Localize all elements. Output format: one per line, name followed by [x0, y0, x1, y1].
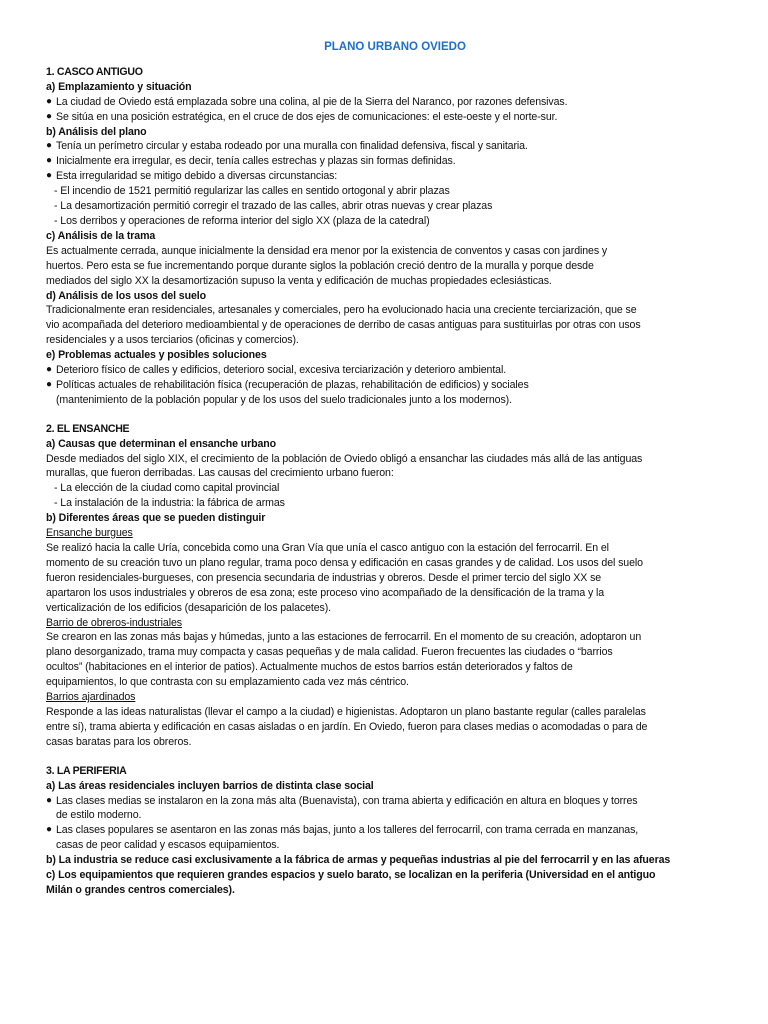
bullet-item: ● Deterioro físico de calles y edificios, deterioro social, excesiva terciarización y deterioro ambiental.: [46, 364, 507, 377]
subheading-emplazamiento: a) Emplazamiento y situación: [46, 80, 192, 93]
bullet-icon: ●: [46, 110, 52, 122]
dash-item: - Los derribos y operaciones de reforma interior del siglo XX (plaza de la catedral): [54, 214, 430, 227]
bullet-continuation: (mantenimiento de la población popular y de los usos del suelo tradicionales junto a los modernos).: [56, 393, 512, 406]
bullet-icon: ●: [46, 364, 52, 376]
subheading-problemas: e) Problemas actuales y posibles soluciones: [46, 349, 267, 362]
underlined-heading-barrios-ajardinados: Barrios ajardinados: [46, 691, 136, 704]
bullet-continuation: de estilo moderno.: [56, 809, 142, 822]
bullet-icon: ●: [46, 824, 52, 836]
bullet-item: ● Se sitúa en una posición estratégica, en el cruce de dos ejes de comunicaciones: el este-oeste y el norte-sur.: [46, 110, 558, 123]
dash-item: - La desamortización permitió corregir el trazado de las calles, abrir otras nuevas y crear plazas: [54, 200, 493, 213]
bullet-item: ● Políticas actuales de rehabilitación física (recuperación de plazas, rehabilitación de edificios) y sociales: [46, 378, 529, 391]
paragraph-line: apartaron los usos industriales y obreros de esa zona; este proceso vino acompañado de la densificación de la trama y la: [46, 586, 605, 599]
document-title: PLANO URBANO OVIEDO: [324, 41, 466, 53]
bullet-icon: ●: [46, 140, 52, 152]
paragraph-line: Tradicionalmente eran residenciales, artesanales y comerciales, pero ha evolucionado hacia una creciente terciarización, que se: [46, 304, 637, 317]
paragraph-line: mediados del siglo XX la desamortización supuso la venta y edificación de muchas propiedades eclesiásticas.: [46, 274, 552, 287]
bullet-icon: ●: [46, 95, 52, 107]
subheading-analisis-trama: c) Análisis de la trama: [46, 229, 156, 242]
dash-item: - El incendio de 1521 permitió regularizar las calles en sentido ortogonal y abrir plazas: [54, 185, 450, 198]
subheading-causas: a) Causas que determinan el ensanche urbano: [46, 437, 277, 450]
paragraph-line: ocultos” (habitaciones en el interior de patios). Actualmente muchos de estos barrios están deteriorados y faltos de: [46, 661, 573, 674]
paragraph-line: plano desorganizado, trama muy compacta y casas pequeñas y de mala calidad. Fueron frecuentes las ciudades o “barrios: [46, 646, 613, 659]
paragraph-line: Desde mediados del siglo XIX, el crecimiento de la población de Oviedo obligó a ensanchar las ciudades más allá de las antiguas: [46, 452, 643, 465]
paragraph-line: residenciales y a usos terciarios (oficinas y comercios).: [46, 334, 299, 347]
subheading-equipamientos: c) Los equipamientos que requieren grandes espacios y suelo barato, se localizan en la periferia (Universidad en el antiguo: [46, 869, 656, 882]
paragraph-line: Se crearon en las zonas más bajas y húmedas, junto a las estaciones de ferrocarril. En el momento de su creación, adoptaron un: [46, 631, 642, 644]
bullet-icon: ●: [46, 378, 52, 390]
section-title-ensanche: 2. EL ENSANCHE: [46, 422, 130, 435]
subheading-areas-residenciales: a) Las áreas residenciales incluyen barrios de distinta clase social: [46, 779, 374, 792]
underlined-heading-ensanche-burgues: Ensanche burgues: [46, 527, 133, 540]
paragraph-line: Responde a las ideas naturalistas (llevar el campo a la ciudad) e higienistas. Adoptaron un plano bastante regular (calles paralelas: [46, 705, 646, 718]
bullet-item: ● Las clases medias se instalaron en la zona más alta (Buenavista), con trama abierta y edificación en altura en bloques y torres: [46, 794, 638, 807]
section-title-periferia: 3. LA PERIFERIA: [46, 764, 127, 777]
dash-item: - La elección de la ciudad como capital provincial: [54, 482, 280, 495]
paragraph-line: Se realizó hacia la calle Uría, concebida como una Gran Vía que unía el casco antiguo con la estación del ferrocarril. En el: [46, 542, 609, 554]
bullet-item: ● Esta irregularidad se mitigo debido a diversas circunstancias:: [46, 170, 338, 183]
paragraph-line: equipamientos, lo que contrasta con su emplazamiento cada vez más céntrico.: [46, 676, 409, 689]
bullet-item: ● Inicialmente era irregular, es decir, tenía calles estrechas y plazas sin formas definidas.: [46, 155, 456, 168]
bullet-icon: ●: [46, 794, 52, 806]
bullet-item: ● Las clases populares se asentaron en las zonas más bajas, junto a los talleres del ferrocarril, con trama cerrada en manzanas,: [46, 824, 639, 837]
subheading-analisis-plano: b) Análisis del plano: [46, 125, 147, 138]
section-title-casco-antiguo: 1. CASCO ANTIGUO: [46, 65, 143, 78]
paragraph-line: murallas, que fueron derribadas. Las causas del crecimiento urbano fueron:: [46, 467, 394, 480]
bullet-item: ● Tenía un perímetro circular y estaba rodeado por una muralla con finalidad defensiva, fiscal y sanitaria.: [46, 140, 528, 153]
bullet-icon: ●: [46, 155, 52, 167]
dash-item: - La instalación de la industria: la fábrica de armas: [54, 497, 285, 510]
subheading-usos-suelo: d) Análisis de los usos del suelo: [46, 289, 206, 302]
subheading-equipamientos-cont: Milán o grandes centros comerciales).: [46, 883, 235, 896]
paragraph-line: entre sí), trama abierta y edificación en casas aisladas o en jardín. En Oviedo, fueron para clases medias o acomodadas o para de: [46, 720, 648, 733]
bullet-icon: ●: [46, 170, 52, 182]
paragraph-line: verticalización de los edificios (desaparición de los palacetes).: [46, 601, 331, 614]
paragraph-line: casas baratas para los obreros.: [46, 735, 192, 748]
paragraph-line: fueron residenciales-burgueses, con presencia secundaria de industrias y obreros. Desde el primer tercio del siglo XX se: [46, 571, 602, 584]
subheading-industria: b) La industria se reduce casi exclusivamente a la fábrica de armas y pequeñas industrias al pie del ferrocarril y en las afueras: [46, 854, 671, 867]
underlined-heading-barrio-obreros: Barrio de obreros-industriales: [46, 616, 182, 629]
bullet-item: ● La ciudad de Oviedo está emplazada sobre una colina, al pie de la Sierra del Naranco, por razones defensivas.: [46, 95, 568, 108]
bullet-continuation: casas de peor calidad y escasos equipamientos.: [56, 839, 280, 852]
paragraph-line: vio acompañada del deterioro medioambiental y de operaciones de derribo de casas antiguas para sustituirlas por otras con usos: [46, 319, 641, 332]
paragraph-line: Es actualmente cerrada, aunque inicialmente la densidad era menor por la existencia de conventos y casas con jardines y: [46, 244, 608, 257]
paragraph-line: huertos. Pero esta se fue incrementando porque durante siglos la población creció dentro de la muralla y porque desde: [46, 259, 594, 272]
subheading-areas: b) Diferentes áreas que se pueden distinguir: [46, 512, 266, 525]
paragraph-line: momento de su creación tuvo un plano regular, trama poco densa y edificación en casas grandes y de calidad. Los usos del suelo: [46, 556, 643, 569]
